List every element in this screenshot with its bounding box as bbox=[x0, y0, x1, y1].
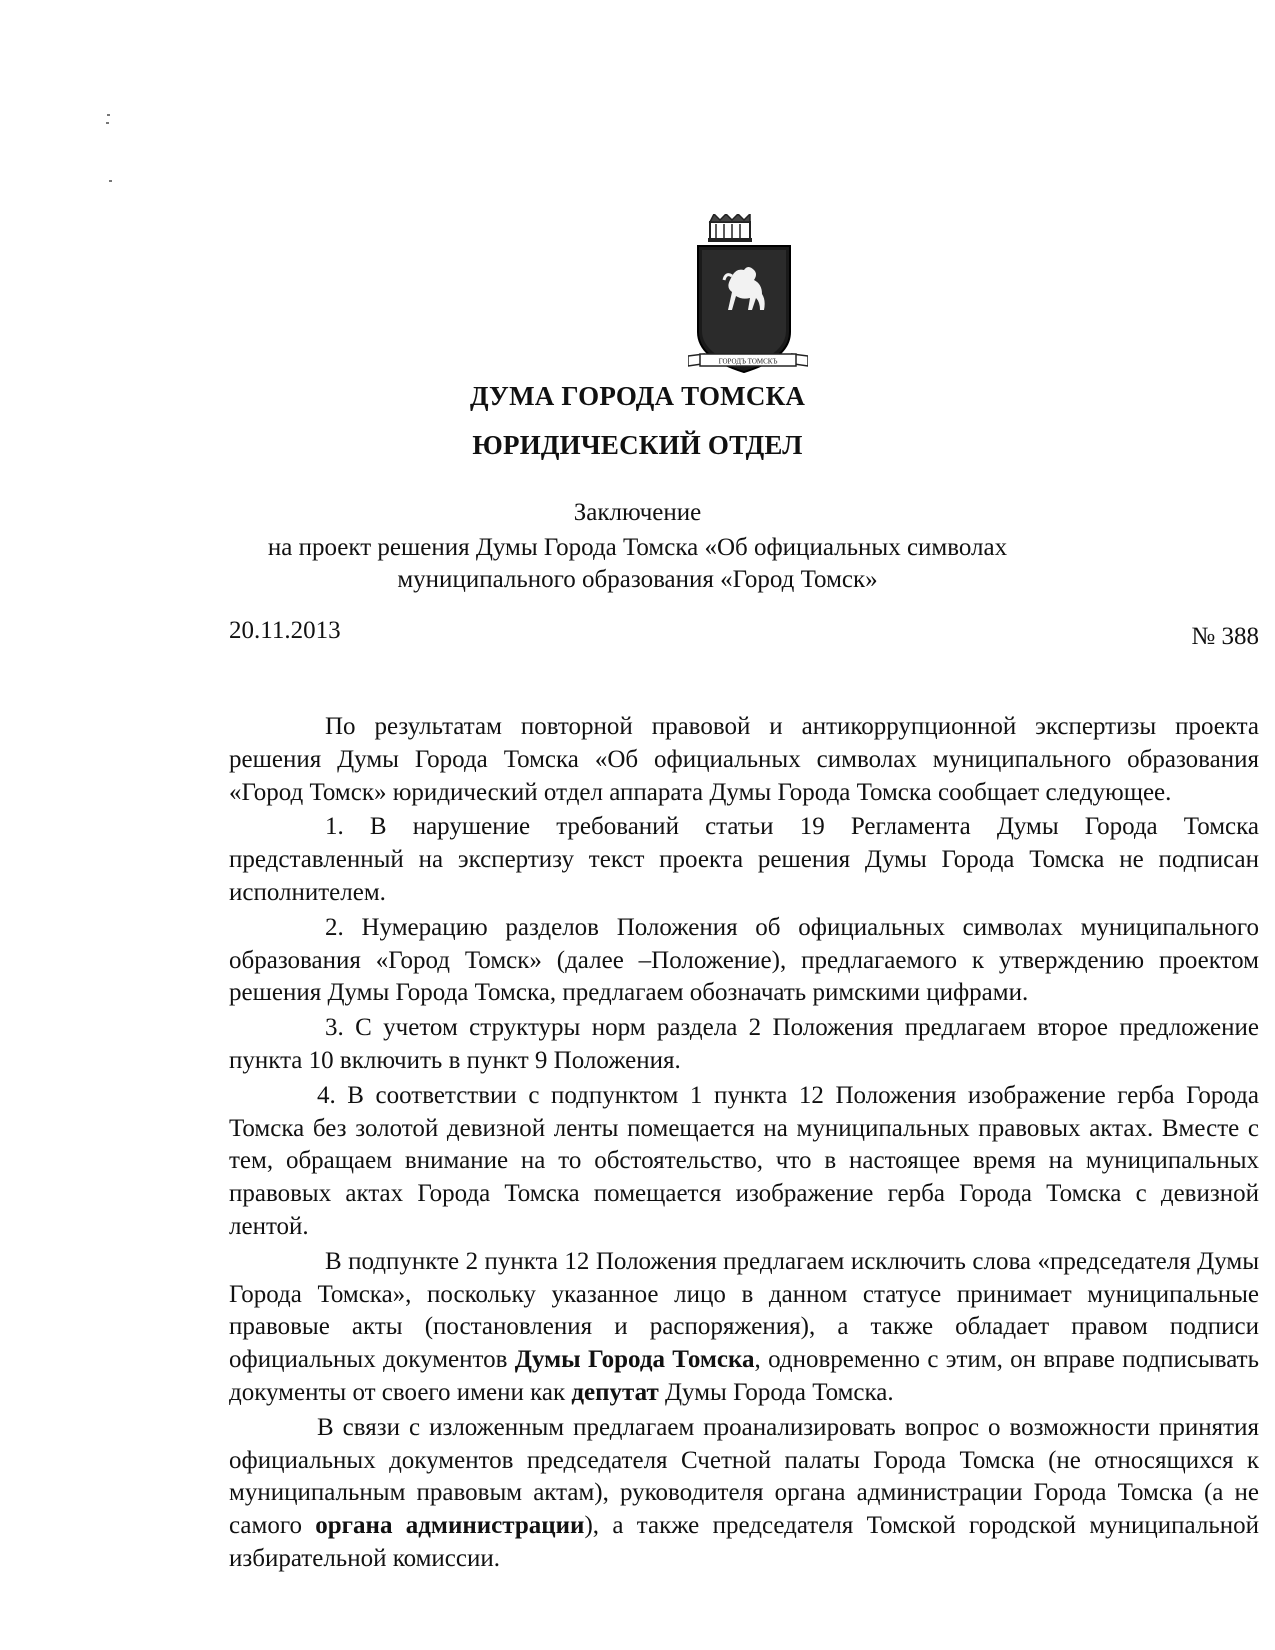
item-1-paragraph: 1. В нарушение требований статьи 19 Регламента Думы Города Томска представленный на экспертизу текст проекта решения Думы Города Томска не подписан исполнителем. bbox=[229, 813, 1259, 906]
item-4-paragraph: 4. В соответствии с подпунктом 1 пункта 12 Положения изображение герба Города Томска без золотой девизной ленты помещается на муниципальных правовых актах. Вместе с тем, обращаем внимание на то обстоятельство, что в настоящее время на муниципальных правовых актах Города Томска помещается изображение герба Города Томска с девизной лентой. bbox=[229, 1081, 1259, 1240]
scan-speck bbox=[107, 114, 110, 116]
conclusion-subject-line-1: на проект решения Думы Города Томска «Об официальных символах bbox=[267, 534, 1008, 561]
paragraph-6: В связи с изложенным предлагаем проанализировать вопрос о возможности принятия официальных документов председателя Счетной палаты Города Томска (не относящихся к муниципальным правовым актам), руководителя органа администрации Города Томска (а не самого органа администрации), а также председателя Томской городской муниципальной избирательной комиссии. bbox=[229, 1413, 1259, 1572]
organization-name: ДУМА ГОРОДА ТОМСКА bbox=[469, 381, 806, 411]
paragraph-5: В подпункте 2 пункта 12 Положения предлагаем исключить слова «председателя Думы Города Томска», поскольку указанное лицо в данном статусе принимает муниципальные правовые акты (постановления и распоряжения), а также обладает правом подписи официальных документов Думы Города Томска, одновременно с этим, он вправе подписывать документы от своего имени как депутат Думы Города Томска. bbox=[229, 1247, 1259, 1406]
conclusion-subject-line-2: муниципального образования «Город Томск» bbox=[397, 566, 878, 593]
document-body bbox=[229, 711, 1259, 1578]
item-2-paragraph: 2. Нумерацию разделов Положения об официальных символах муниципального образования «Город Томск» (далее –Положение), предлагаемого к утверждению проектом решения Думы Города Томска, предлагаем обозначать римскими цифрами. bbox=[229, 913, 1259, 1007]
document-number: № 388 bbox=[1191, 623, 1259, 650]
intro-paragraph: По результатам повторной правовой и антикоррупционной экспертизы проекта решения Думы Города Томска «Об официальных символах муниципального образования «Город Томск» юридический отдел аппарата Думы Города Томска сообщает следующее. bbox=[229, 713, 1259, 806]
coat-of-arms-emblem bbox=[688, 214, 808, 382]
motto-ribbon-icon bbox=[688, 354, 808, 366]
conclusion-title: Заключение bbox=[573, 499, 702, 526]
scan-speck bbox=[106, 122, 109, 124]
scan-speck bbox=[109, 180, 112, 182]
crown-icon bbox=[708, 214, 752, 242]
svg-text:ГОРОДЪ ТОМСКЪ: ГОРОДЪ ТОМСКЪ bbox=[718, 357, 778, 366]
shield-icon bbox=[698, 246, 790, 372]
department-name: ЮРИДИЧЕСКИЙ ОТДЕЛ bbox=[472, 430, 803, 460]
item-3-paragraph: 3. С учетом структуры норм раздела 2 Положения предлагаем второе предложение пункта 10 включить в пункт 9 Положения. bbox=[229, 1014, 1259, 1074]
document-date: 20.11.2013 bbox=[229, 617, 341, 644]
